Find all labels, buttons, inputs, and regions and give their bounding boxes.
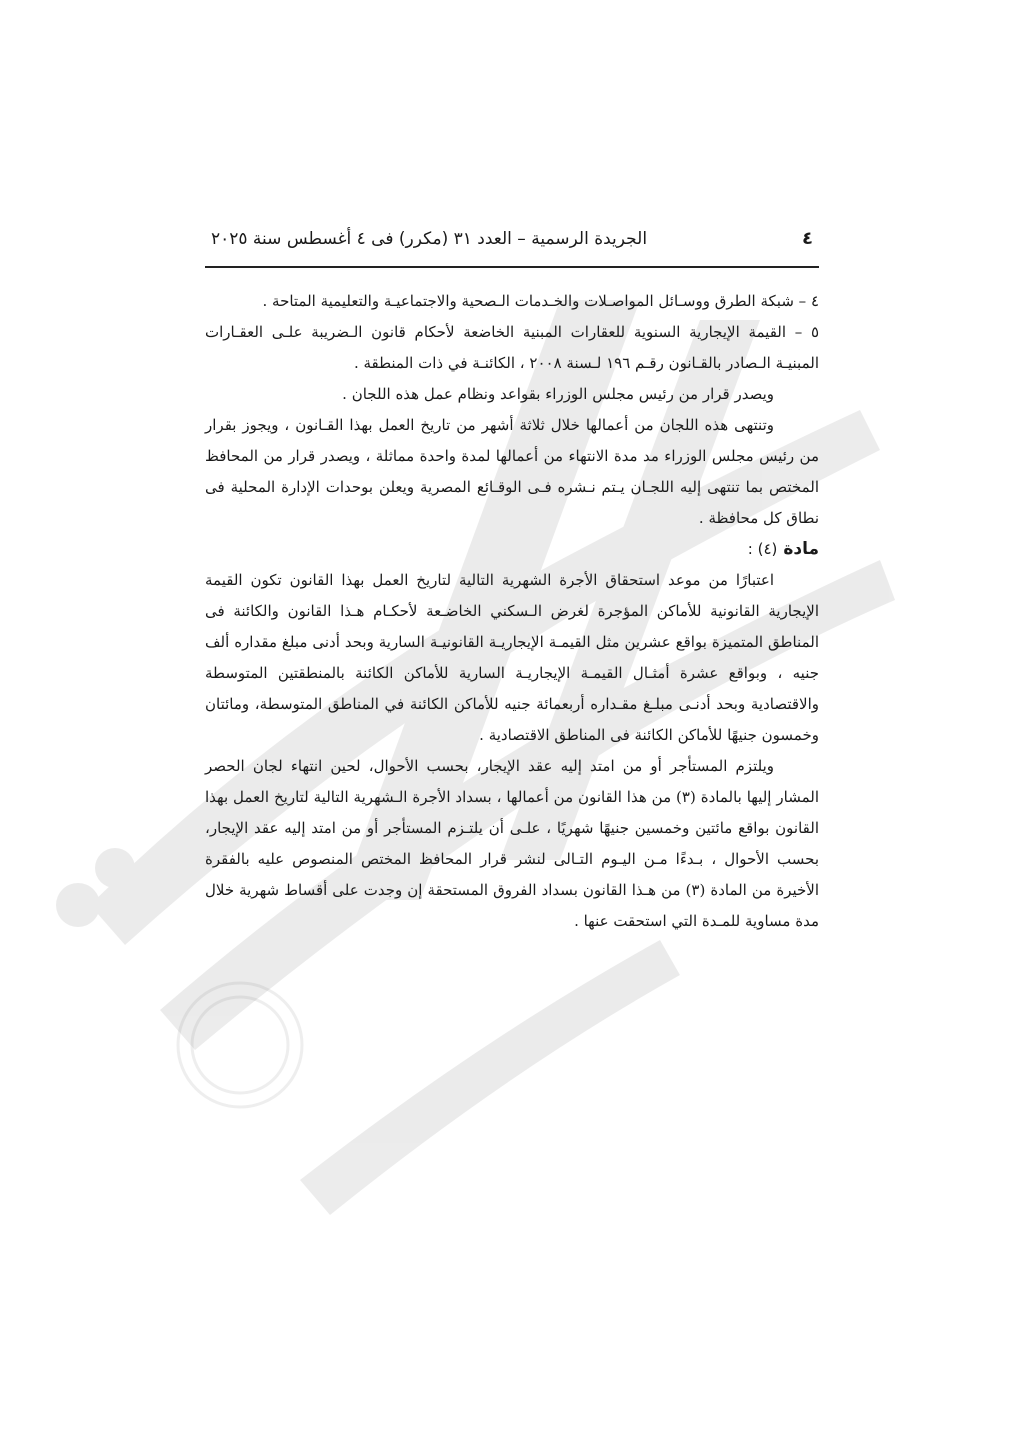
article-paragraph-tenant-obligation: ويلتزم المستأجر أو من امتد إليه عقد الإيجار، بحسب الأحوال، لحين انتهاء لجان الحصر المشار إليها بالمادة (٣) من هذا القانون من أعمالها ، بسداد الأجرة الـشهرية التالية لتاريخ العمل بهذا القانون بواقع مائتين وخمسين جنيهًا شهريًا ، علـى أن يلتـزم المستأجر أو من امتد إليه عقد الإيجار، بحسب الأحوال ، بـدءًا مـن اليـوم التـالى لنشر قرار المحافظ المختص المنصوص عليه بالفقرة الأخيرة من المادة (٣) من هـذا القانون بسداد الفروق المستحقة إن وجدت على أقساط شهرية خلال مدة مساوية للمـدة التي استحقت عنها .: [205, 757, 819, 930]
paragraph-item-4: ٤ – شبكة الطرق ووسـائل المواصـلات والخـدمات الـصحية والاجتماعيـة والتعليمية المتاحة .: [262, 292, 819, 310]
article-heading: [205, 534, 819, 565]
article-number: (٤) :: [747, 540, 778, 558]
document-page: [205, 228, 819, 937]
article-label: مادة: [783, 539, 819, 559]
paragraph-committees: وتنتهى هذه اللجان من أعمالها خلال ثلاثة أشهر من تاريخ العمل بهذا القـانون ، ويجوز بقرار من رئيس مجلس الوزراء مد مدة الانتهاء من أعمالها لمدة واحدة مماثلة ، ويصدر قرار من المحافظ المختص بما تنتهى إليه اللجـان يـتم نـشره فـى الوقـائع المصرية ويعلن بوحدات الإدارة المحلية فى نطاق كل محافظة .: [205, 416, 819, 527]
gazette-title: الجريدة الرسمية – العدد ٣١ (مكرر) فى ٤ أغسطس سنة ٢٠٢٥: [211, 229, 648, 249]
document-body: [205, 286, 819, 937]
page-number: ٤: [802, 228, 813, 249]
paragraph-decree: ويصدر قرار من رئيس مجلس الوزراء بقواعد ونظام عمل هذه اللجان .: [342, 385, 774, 403]
page-header: [205, 228, 819, 262]
article-paragraph-rent-value: اعتبارًا من موعد استحقاق الأجرة الشهرية التالية لتاريخ العمل بهذا القانون تكون القيمة الإيجارية القانونية للأماكن المؤجرة لغرض الـسكني الخاضـعة لأحكـام هـذا القانون والكائنة فى المناطق المتميزة بواقع عشرين مثل القيمـة الإيجاريـة القانونيـة السارية وبحد أدنى مبلغ مقداره ألف جنيه ، وبواقع عشرة أمثـال القيمـة الإيجاريـة السارية للأماكن الكائنة بالمنطقتين المتوسطة والاقتصادية وبحد أدنـى مبلـغ مقـداره أربعمائة جنيه للأماكن الكائنة في المناطق المتوسطة، ومائتان وخمسون جنيهًا للأماكن الكائنة فى المناطق الاقتصادية .: [205, 571, 819, 744]
paragraph-item-5: ٥ – القيمة الإيجارية السنوية للعقارات المبنية الخاضعة لأحكام قانون الـضريبة علـى العقـارات المبنيـة الـصادر بالقـانون رقـم ١٩٦ لـسنة ٢٠٠٨ ، الكائنـة في ذات المنطقة .: [205, 323, 819, 372]
header-divider: [205, 266, 819, 268]
